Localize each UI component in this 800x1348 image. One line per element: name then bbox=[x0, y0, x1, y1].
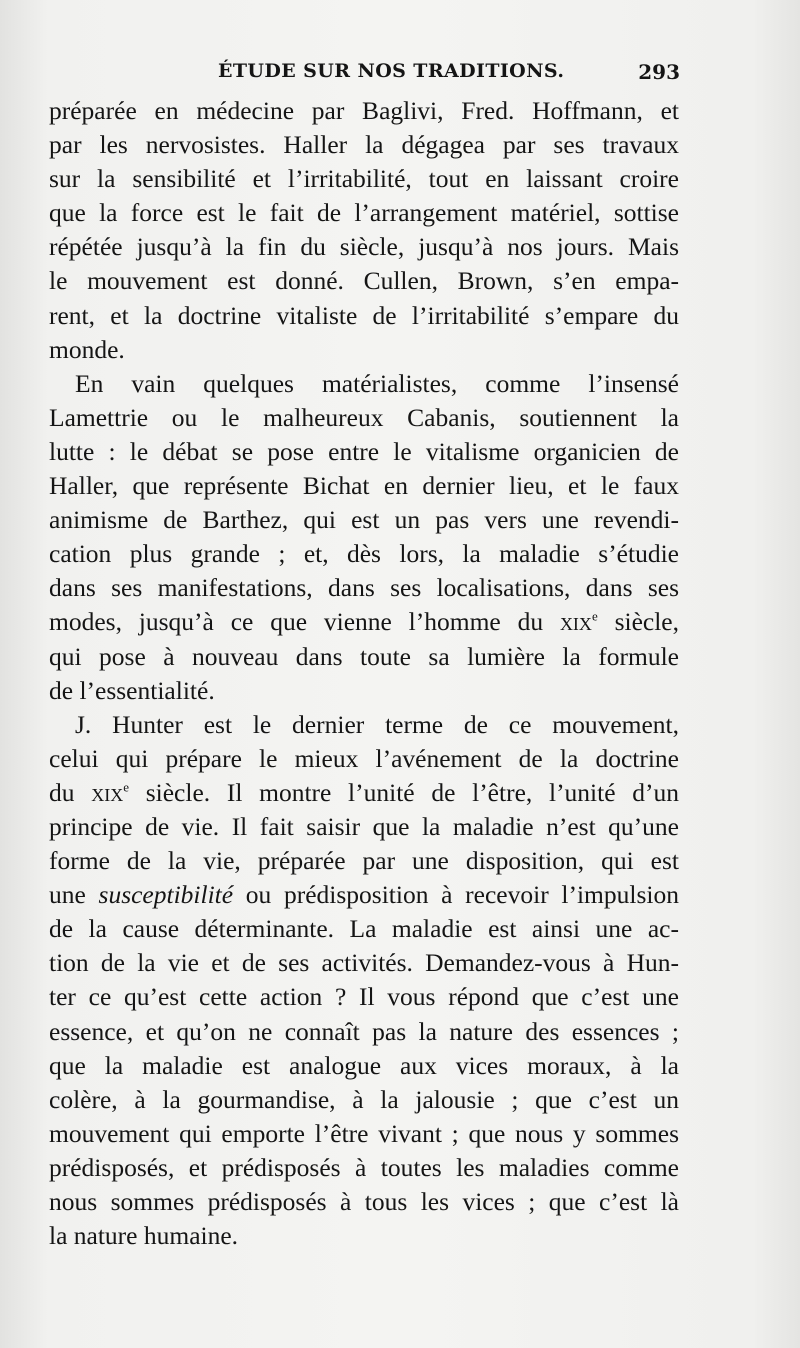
text-segment: une bbox=[49, 880, 99, 910]
text-line: le mouvement est donné. Cullen, Brown, s’en empa- bbox=[49, 266, 679, 296]
text-line: répétée jusqu’à la fin du siècle, jusqu’à nos jours. Mais bbox=[49, 232, 679, 262]
text-line: celui qui prépare le mieux l’avénement de la doctrine bbox=[49, 743, 679, 773]
running-title: ÉTUDE SUR NOS TRADITIONS. bbox=[218, 60, 565, 82]
small-caps-numeral: xix bbox=[559, 607, 592, 637]
text-line: dans ses manifestations, dans ses localisations, dans ses bbox=[49, 573, 679, 603]
text-line: mouvement qui emporte l’être vivant ; que nous y sommes bbox=[49, 1118, 679, 1148]
page-header bbox=[50, 60, 680, 86]
text-segment: ou prédisposition à recevoir l’impulsion bbox=[233, 880, 679, 910]
text-line: Lamettrie ou le malheureux Cabanis, soutiennent la bbox=[49, 402, 679, 432]
text-segment: siècle. Il montre l’unité de l’être, l’unité d’un bbox=[129, 777, 679, 807]
text-line: principe de vie. Il fait saisir que la maladie n’est qu’une bbox=[49, 811, 679, 841]
superscript: e bbox=[591, 608, 598, 624]
text-line: par les nervosistes. Haller la dégagea par ses travaux bbox=[49, 130, 679, 160]
text-line bbox=[49, 776, 679, 810]
text-line: qui pose à nouveau dans toute sa lumière la formule bbox=[49, 641, 679, 671]
text-line: que la maladie est analogue aux vices moraux, à la bbox=[49, 1050, 679, 1080]
text-line: cation plus grande ; et, dès lors, la maladie s’étudie bbox=[49, 539, 679, 569]
text-line: préparée en médecine par Baglivi, Fred. Hoffmann, et bbox=[49, 96, 679, 125]
body-text bbox=[49, 94, 679, 1253]
text-segment: modes, jusqu’à ce que vienne l’homme du bbox=[49, 607, 560, 637]
text-line: lutte : le débat se pose entre le vitalisme organicien de bbox=[49, 436, 679, 466]
text-line: que la force est le fait de l’arrangement matériel, sottise bbox=[49, 198, 679, 228]
text-line bbox=[49, 605, 679, 639]
text-line: tion de la vie et de ses activités. Demandez-vous à Hun- bbox=[49, 948, 679, 978]
small-caps-numeral: xix bbox=[91, 777, 124, 807]
text-segment: du bbox=[49, 777, 92, 807]
text-line: forme de la vie, préparée par une disposition, qui est bbox=[49, 846, 679, 876]
text-segment: siècle, bbox=[597, 607, 679, 637]
text-line: prédisposés, et prédisposés à toutes les maladies comme bbox=[49, 1152, 679, 1182]
page-number: 293 bbox=[638, 60, 680, 84]
text-line: colère, à la gourmandise, à la jalousie ; que c’est un bbox=[49, 1084, 679, 1114]
text-line: En vain quelques matérialistes, comme l’insensé bbox=[75, 368, 679, 398]
text-line: essence, et qu’on ne connaît pas la nature des essences ; bbox=[49, 1016, 679, 1046]
text-line: la nature humaine. bbox=[49, 1221, 239, 1251]
text-line: de l’essentialité. bbox=[49, 675, 215, 705]
text-line: J. Hunter est le dernier terme de ce mouvement, bbox=[75, 709, 679, 739]
text-line: animisme de Barthez, qui est un pas vers une revendi- bbox=[49, 505, 679, 535]
superscript: e bbox=[123, 779, 129, 795]
text-line: ter ce qu’est cette action ? Il vous répond que c’est une bbox=[49, 982, 679, 1012]
text-line: monde. bbox=[49, 334, 125, 364]
italic-term: susceptibilité bbox=[98, 880, 234, 910]
text-line: nous sommes prédisposés à tous les vices ; que c’est là bbox=[49, 1187, 679, 1216]
text-line: sur la sensibilité et l’irritabilité, tout en laissant croire bbox=[49, 164, 679, 194]
text-line bbox=[49, 878, 679, 912]
text-line: rent, et la doctrine vitaliste de l’irritabilité s’empare du bbox=[49, 300, 679, 330]
text-line: Haller, que représente Bichat en dernier lieu, et le faux bbox=[49, 471, 679, 501]
text-line: de la cause déterminante. La maladie est ainsi une ac- bbox=[49, 914, 679, 944]
